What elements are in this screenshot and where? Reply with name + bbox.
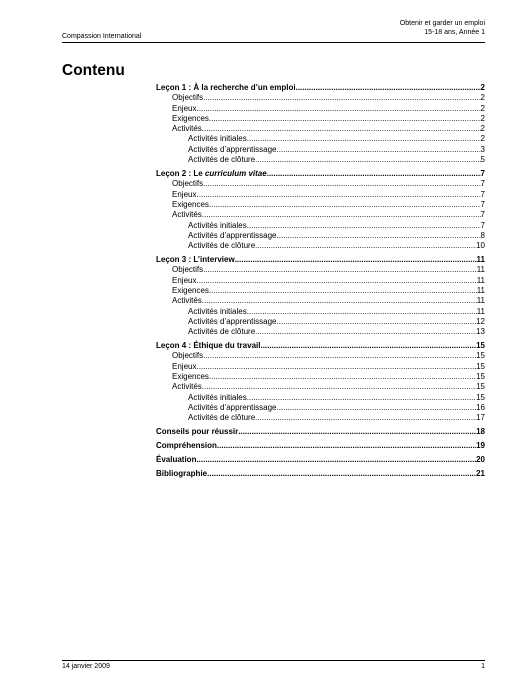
toc-entry-label-text: Objectifs [172, 351, 204, 361]
header-course-info [400, 20, 485, 37]
toc-entry-label-text: Exigences [172, 113, 209, 123]
toc-entry-label-text: Activités de clôture [188, 327, 256, 337]
toc-entry-label [188, 221, 247, 231]
toc-entry-label [172, 362, 196, 372]
toc-entry-page: 21 [476, 469, 485, 479]
toc-entry-page: 15 [476, 351, 485, 361]
toc-entry-page: 11 [476, 275, 485, 285]
toc-entry-page: 2 [480, 113, 485, 123]
toc-entry-label-text: Activités [172, 296, 202, 306]
toc-entry[interactable] [156, 83, 485, 93]
toc-entry[interactable] [156, 179, 485, 189]
footer-page-number: 1 [481, 663, 485, 670]
toc-entry-label [172, 190, 196, 200]
toc-entry-label [172, 372, 209, 382]
table-of-contents [156, 83, 485, 480]
toc-entry-page: 15 [476, 372, 485, 382]
toc-entry-label [172, 265, 203, 275]
toc-entry-page: 20 [476, 455, 485, 465]
toc-dot-leader [247, 393, 476, 403]
toc-entry-page: 11 [476, 265, 485, 275]
toc-entry[interactable] [156, 210, 485, 220]
toc-entry-label [172, 351, 203, 361]
toc-entry-label [156, 441, 217, 451]
toc-entry-page: 15 [476, 341, 485, 351]
toc-entry[interactable] [156, 403, 485, 413]
toc-entry[interactable] [156, 413, 485, 423]
toc-dot-leader [277, 145, 481, 155]
toc-entry-page: 16 [476, 402, 485, 412]
toc-entry-label-text: Objectifs [172, 179, 204, 189]
toc-entry[interactable] [156, 441, 485, 451]
toc-dot-leader [209, 286, 477, 296]
toc-entry-label-text: Activités de clôture [188, 241, 256, 251]
toc-entry[interactable] [156, 231, 485, 241]
toc-entry-page: 3 [480, 144, 485, 154]
toc-entry-page: 7 [480, 220, 485, 230]
toc-dot-leader [209, 114, 481, 124]
toc-entry[interactable] [156, 255, 485, 265]
toc-entry[interactable] [156, 134, 485, 144]
toc-entry-label [172, 114, 209, 124]
toc-entry-page: 7 [480, 179, 485, 189]
toc-entry-page: 18 [476, 427, 485, 437]
toc-entry-label-text: Activités initiales [188, 306, 247, 316]
toc-dot-leader [235, 255, 477, 265]
toc-entry[interactable] [156, 393, 485, 403]
toc-entry-label [156, 83, 296, 93]
header-organization: Compassion International [62, 33, 142, 40]
toc-entry-label [188, 241, 255, 251]
toc-entry-label-text: Activités [172, 382, 202, 392]
toc-dot-leader [277, 231, 481, 241]
toc-entry-label [188, 317, 277, 327]
toc-dot-leader [202, 382, 476, 392]
toc-entry-label-text: Leçon 2 : Le [156, 169, 205, 179]
toc-entry[interactable] [156, 190, 485, 200]
toc-entry[interactable] [156, 469, 485, 479]
toc-entry-label-text: Bibliographie [156, 469, 208, 479]
toc-entry-label-text: Activités d’apprentissage [188, 316, 277, 326]
toc-entry-page: 8 [480, 230, 485, 240]
toc-entry-label-italic: curriculum vitae [204, 169, 267, 179]
toc-entry[interactable] [156, 104, 485, 114]
toc-entry-label-text: Activités initiales [188, 134, 247, 144]
toc-entry-page: 15 [476, 382, 485, 392]
toc-entry-page: 11 [476, 306, 485, 316]
toc-entry-label [188, 145, 277, 155]
toc-entry-page: 7 [480, 199, 485, 209]
toc-entry-label [172, 210, 202, 220]
toc-entry-page: 7 [480, 189, 485, 199]
toc-entry-label [172, 296, 202, 306]
toc-entry-label-text: Leçon 1 : À la recherche d’un emploi [156, 83, 296, 92]
toc-entry-page: 13 [476, 327, 485, 337]
toc-entry-label-text: Compréhension [156, 441, 217, 451]
toc-entry[interactable] [156, 382, 485, 392]
toc-entry-label-text: Activités de clôture [188, 155, 256, 165]
toc-entry[interactable] [156, 341, 485, 351]
toc-dot-leader [255, 327, 476, 337]
toc-entry[interactable] [156, 93, 485, 103]
toc-entry-page: 12 [476, 316, 485, 326]
toc-entry[interactable] [156, 265, 485, 275]
toc-entry-page: 7 [480, 210, 485, 220]
toc-dot-leader [196, 104, 480, 114]
toc-entry-label [156, 455, 196, 465]
toc-dot-leader [202, 124, 481, 134]
toc-entry-label-text: Exigences [172, 199, 209, 209]
toc-entry[interactable] [156, 455, 485, 465]
toc-entry-label-text: Activités d’apprentissage [188, 144, 277, 154]
toc-entry-label-text: Leçon 3 : L’interview [156, 255, 235, 265]
toc-entry-label [188, 307, 247, 317]
toc-entry-label [188, 231, 277, 241]
toc-entry[interactable] [156, 200, 485, 210]
toc-entry-page: 2 [480, 134, 485, 144]
toc-entry-page: 17 [476, 413, 485, 423]
toc-entry[interactable] [156, 286, 485, 296]
toc-entry-label [156, 427, 238, 437]
toc-entry[interactable] [156, 327, 485, 337]
toc-entry[interactable] [156, 427, 485, 437]
header-course-level: 15-18 ans, Année 1 [424, 28, 485, 36]
toc-dot-leader [209, 200, 481, 210]
toc-entry-page: 19 [476, 441, 485, 451]
toc-entry-label-text: Activités initiales [188, 220, 247, 230]
toc-entry[interactable] [156, 221, 485, 231]
toc-entry-label [188, 413, 255, 423]
toc-entry-label [188, 327, 255, 337]
toc-entry-label [156, 469, 207, 479]
toc-entry-label-text: Activités [172, 210, 202, 220]
toc-entry-label-text: Leçon 4 : Éthique du travail [156, 341, 261, 351]
toc-entry-page: 2 [480, 124, 485, 134]
toc-entry-label-text: Activités initiales [188, 392, 247, 402]
toc-entry-label-text: Exigences [172, 372, 209, 382]
toc-entry-page: 11 [476, 255, 485, 265]
toc-entry-page: 15 [476, 392, 485, 402]
toc-entry[interactable] [156, 124, 485, 134]
toc-entry-label [156, 169, 267, 179]
toc-dot-leader [277, 403, 477, 413]
toc-dot-leader [260, 341, 476, 351]
toc-entry[interactable] [156, 169, 485, 179]
toc-dot-leader [255, 413, 476, 423]
toc-dot-leader [277, 317, 477, 327]
toc-entry-label-text: Exigences [172, 286, 209, 296]
toc-entry-page: 11 [476, 286, 485, 296]
header-rule [62, 42, 485, 43]
footer-date: 14 janvier 2009 [62, 663, 110, 670]
toc-dot-leader [267, 169, 481, 179]
toc-entry-label [188, 393, 247, 403]
toc-dot-leader [196, 190, 480, 200]
toc-entry-label-text: Enjeux [172, 103, 197, 113]
toc-dot-leader [247, 221, 481, 231]
toc-dot-leader [202, 296, 477, 306]
toc-entry-label-text: Activités de clôture [188, 413, 256, 423]
toc-dot-leader [255, 155, 480, 165]
toc-dot-leader [217, 441, 476, 451]
toc-entry-page: 2 [480, 103, 485, 113]
toc-entry-label-text: Activités [172, 124, 202, 134]
toc-dot-leader [203, 179, 480, 189]
toc-entry-page: 11 [476, 296, 485, 306]
toc-entry[interactable] [156, 307, 485, 317]
toc-dot-leader [196, 276, 476, 286]
toc-dot-leader [255, 241, 476, 251]
toc-entry-label [188, 134, 247, 144]
toc-dot-leader [203, 93, 480, 103]
toc-entry[interactable] [156, 276, 485, 286]
toc-entry-label [172, 179, 203, 189]
toc-entry[interactable] [156, 372, 485, 382]
toc-entry-label-text: Activités d’apprentissage [188, 402, 277, 412]
toc-dot-leader [196, 362, 476, 372]
toc-dot-leader [203, 351, 476, 361]
header-course-title: Obtenir et garder un emploi [399, 20, 485, 27]
toc-entry-label [188, 155, 255, 165]
toc-entry-label [188, 403, 277, 413]
toc-entry[interactable] [156, 241, 485, 251]
toc-dot-leader [209, 372, 476, 382]
toc-entry-label [172, 124, 202, 134]
toc-dot-leader [196, 455, 476, 465]
toc-entry[interactable] [156, 145, 485, 155]
footer-rule [62, 660, 485, 661]
toc-entry-label [156, 341, 260, 351]
toc-entry-label-text: Activités d’apprentissage [188, 230, 277, 240]
toc-entry-page: 10 [476, 241, 485, 251]
toc-entry[interactable] [156, 317, 485, 327]
toc-entry-label [172, 104, 196, 114]
toc-entry-page: 2 [480, 93, 485, 103]
toc-entry-label [172, 200, 209, 210]
toc-entry-label-text: Conseils pour réussir [156, 427, 239, 437]
toc-dot-leader [296, 83, 481, 93]
toc-dot-leader [238, 427, 476, 437]
toc-entry[interactable] [156, 362, 485, 372]
toc-entry-label-text: Évaluation [156, 455, 197, 465]
toc-entry[interactable] [156, 114, 485, 124]
toc-entry-label-text: Objectifs [172, 265, 204, 275]
toc-entry[interactable] [156, 296, 485, 306]
toc-entry[interactable] [156, 351, 485, 361]
toc-entry-label [172, 286, 209, 296]
toc-entry-label-text: Enjeux [172, 189, 197, 199]
toc-entry-label [172, 382, 202, 392]
toc-dot-leader [247, 134, 481, 144]
toc-dot-leader [203, 265, 477, 275]
toc-entry-page: 2 [480, 83, 485, 92]
toc-entry-page: 15 [476, 361, 485, 371]
toc-entry-label-text: Enjeux [172, 275, 197, 285]
toc-dot-leader [207, 469, 476, 479]
toc-entry-label [172, 93, 203, 103]
toc-entry-label [156, 255, 235, 265]
toc-entry-page: 5 [480, 155, 485, 165]
toc-entry-page: 7 [480, 169, 485, 179]
toc-dot-leader [247, 307, 477, 317]
page-title: Contenu [62, 62, 125, 79]
toc-entry[interactable] [156, 155, 485, 165]
toc-dot-leader [202, 210, 481, 220]
toc-entry-label [172, 276, 196, 286]
toc-entry-label-text: Objectifs [172, 93, 204, 103]
toc-entry-label-text: Enjeux [172, 361, 197, 371]
